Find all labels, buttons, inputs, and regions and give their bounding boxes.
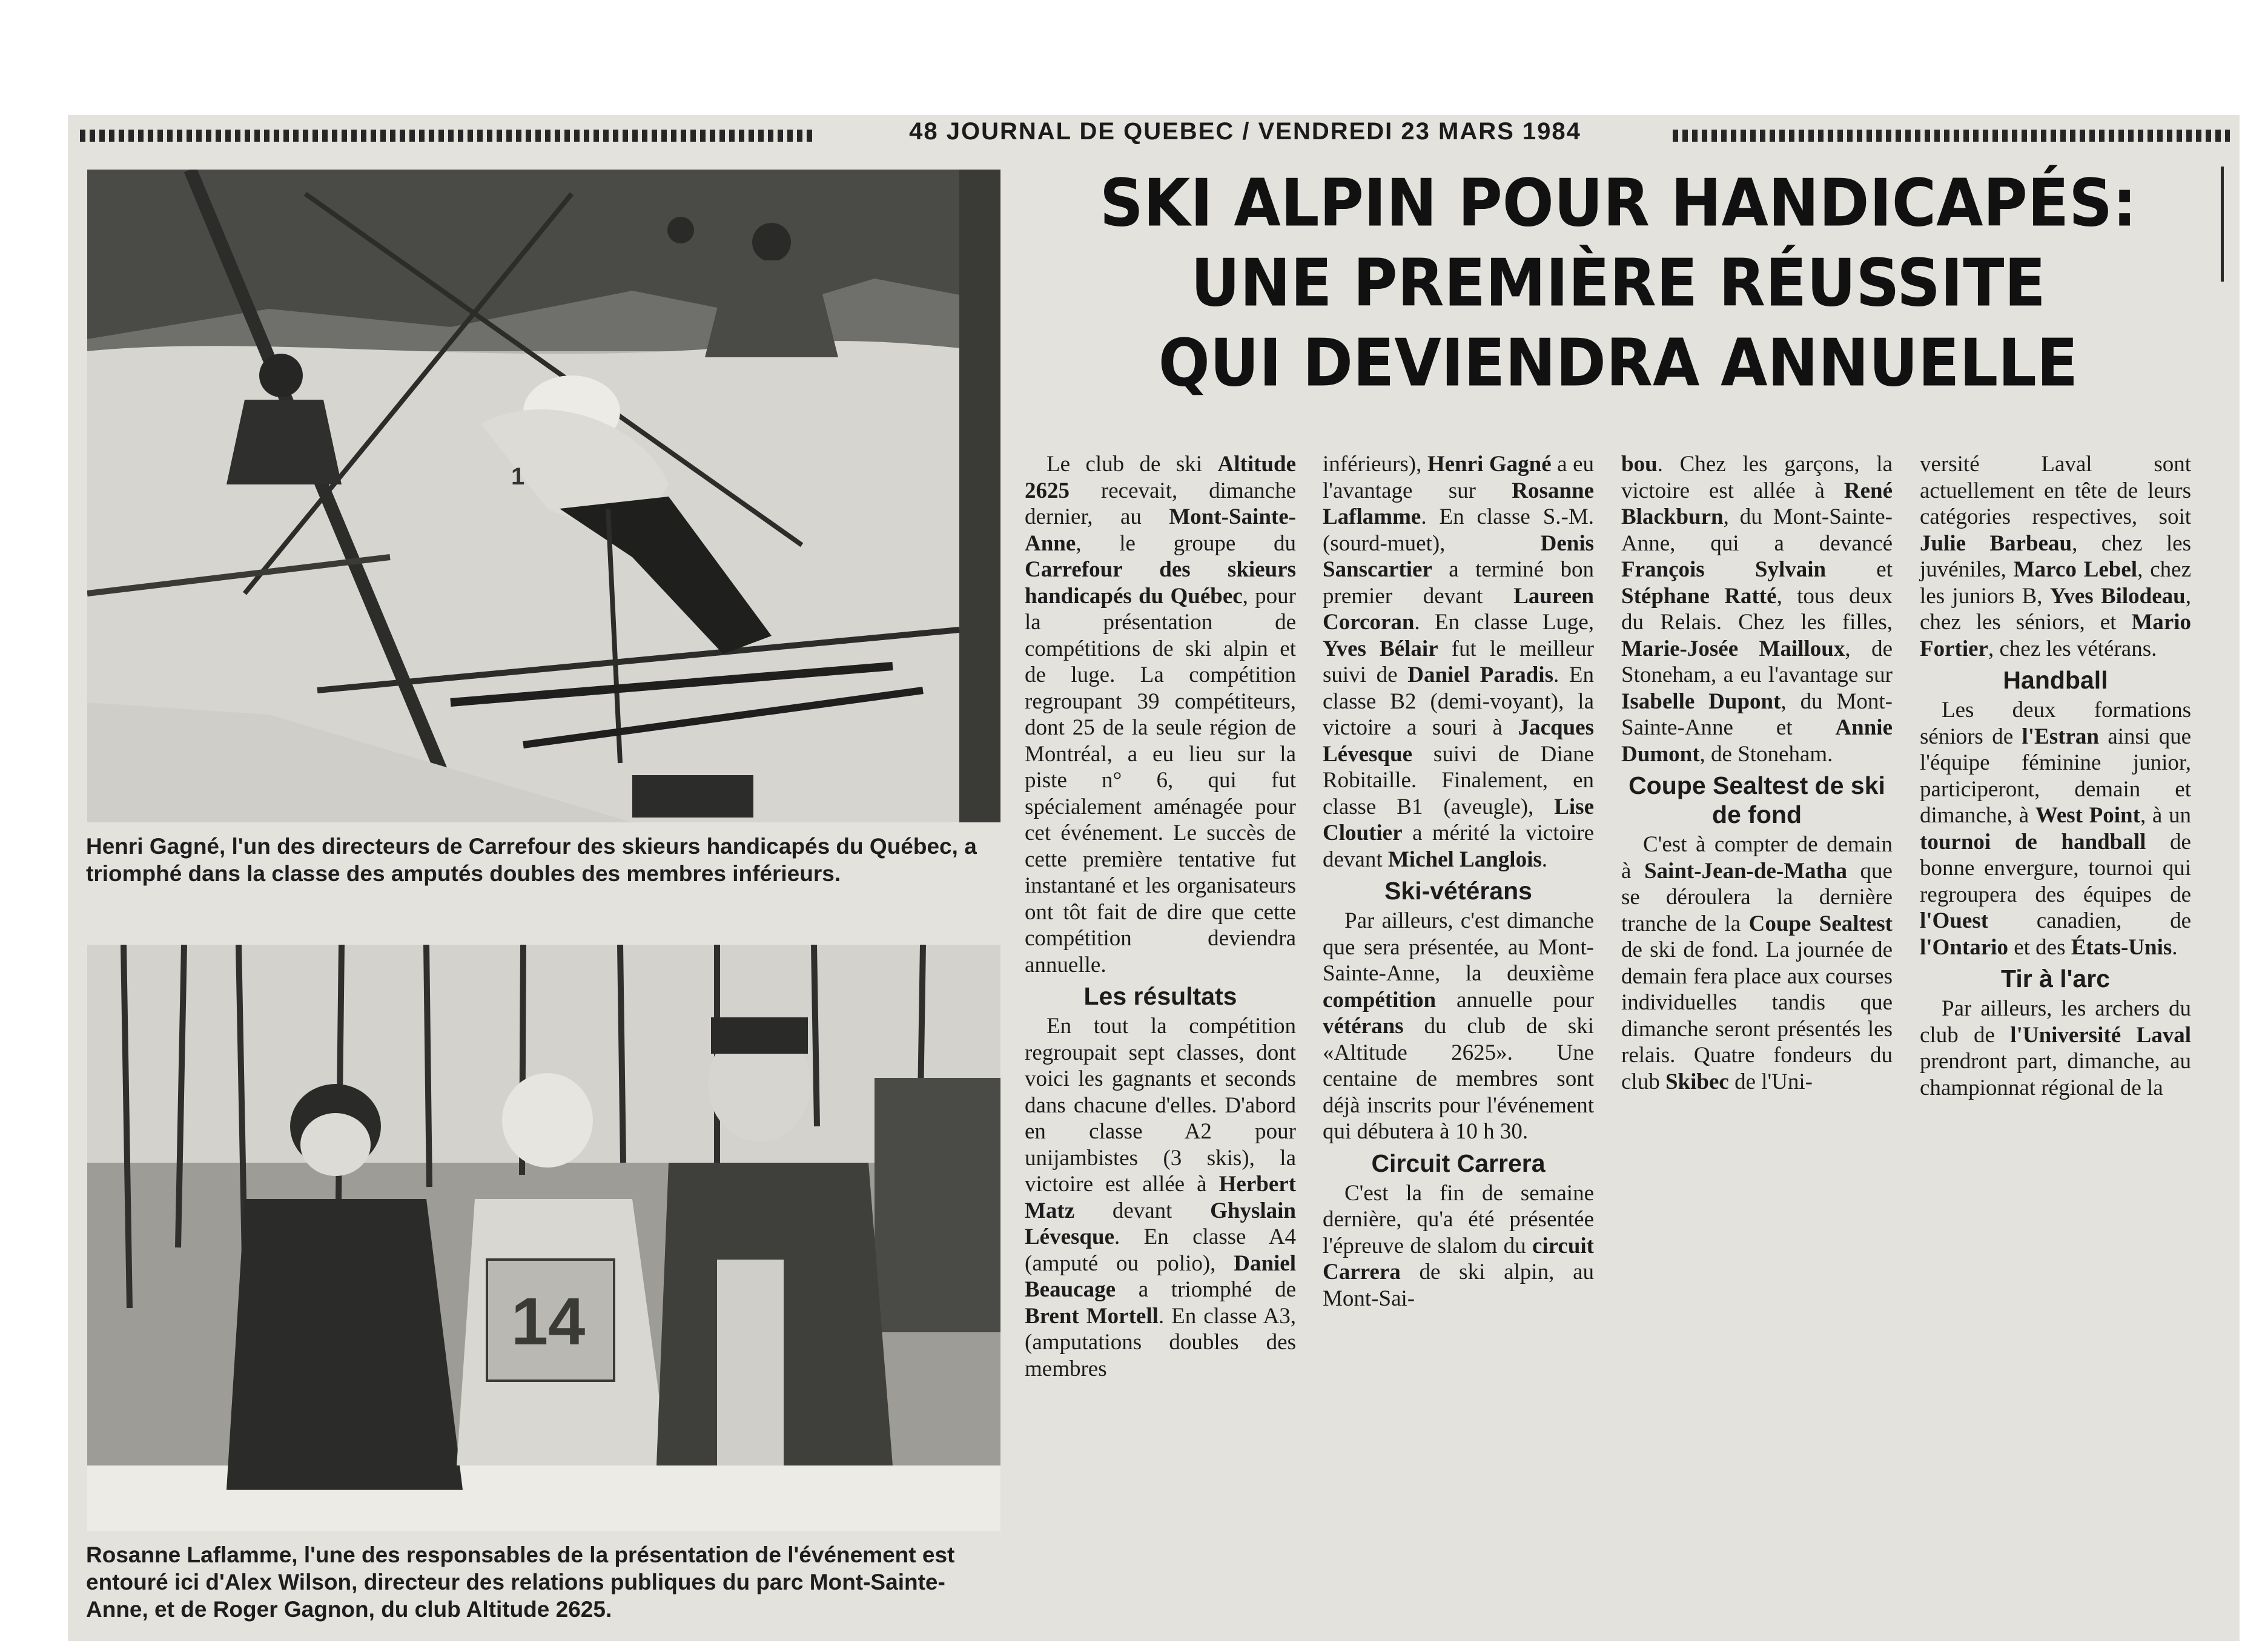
- bold-name: Marie-Josée Mailloux: [1621, 636, 1845, 661]
- paragraph: [1920, 451, 2191, 662]
- text-run: de ski alpin, au Mont-Sai-: [1323, 1260, 1594, 1311]
- text-run: , chez les séniors, et: [1920, 583, 2192, 635]
- bold-name: États-Unis: [2071, 934, 2172, 960]
- photo-group-image: [87, 945, 1000, 1531]
- paragraph: [1025, 1013, 1296, 1382]
- subheading-results: Les résultats: [1083, 982, 1237, 1010]
- text-run: , chez les juniors B,: [1920, 557, 2191, 609]
- text-run: a eu l'avantage sur: [1323, 452, 1595, 503]
- text-run: Par ailleurs, les archers du club de: [1920, 996, 2191, 1048]
- bold-name: Annie Dumont: [1621, 715, 1893, 767]
- text-run: et des: [2008, 934, 2071, 960]
- bold-name: Mario Fortier: [1920, 610, 2191, 661]
- paragraph: [1323, 908, 1594, 1145]
- bold-name: Rosanne Laflamme: [1323, 478, 1594, 529]
- text-run: et: [1826, 557, 1893, 582]
- text-run: de ski de fond. La journée de demain fera place aux courses individuelles tandis que dimanche seront présentés les relais. Quatre fondeurs du club: [1621, 937, 1893, 1094]
- text-run: , du Mont-Sainte-Anne, qui a devancé: [1621, 504, 1893, 556]
- text-run: canadien, de: [1988, 908, 2191, 933]
- paragraph: [1920, 996, 2191, 1101]
- subheading-handball: Handball: [2003, 666, 2108, 694]
- text-run: . Chez les garçons, la victoire est allée à: [1621, 452, 1893, 503]
- text-run: a mérité la victoire devant: [1323, 821, 1594, 872]
- bold-name: circuit Carrera: [1323, 1233, 1594, 1284]
- bold-name: Ghyslain Lévesque: [1025, 1198, 1296, 1249]
- masthead-dotted-rule-right: [1673, 130, 2230, 142]
- bold-name: Saint-Jean-de-Matha: [1644, 858, 1848, 884]
- text-run: . En classe A4 (amputé ou polio),: [1025, 1224, 1296, 1276]
- bold-name: Jacques Lévesque: [1323, 715, 1594, 767]
- text-run: inférieurs),: [1323, 452, 1427, 477]
- bold-name: Denis Sanscartier: [1323, 530, 1594, 582]
- text-run: .: [2172, 934, 2178, 960]
- bold-name: René Blackburn: [1621, 478, 1893, 529]
- text-run: , à un: [2140, 803, 2191, 828]
- bold-name: Coupe Sealtest: [1748, 911, 1893, 936]
- bold-name: Henri Gagné: [1427, 452, 1552, 477]
- text-run: .: [1541, 847, 1547, 872]
- subheading-circuit-carrera: Circuit Carrera: [1371, 1149, 1546, 1177]
- bold-name: Julie Barbeau: [1920, 530, 2072, 556]
- bold-name: Yves Bilodeau: [2049, 583, 2186, 609]
- paragraph: [1621, 831, 1893, 1095]
- bold-name: l'Ontario: [1920, 934, 2008, 960]
- bold-name: Mont-Sainte-Anne: [1025, 504, 1296, 556]
- bold-name: Brent Mortell: [1025, 1303, 1159, 1329]
- text-run: que se déroulera la dernière tranche de la: [1621, 858, 1893, 936]
- bold-name: Skibec: [1665, 1069, 1729, 1094]
- bold-name: Marco Lebel: [2013, 557, 2138, 582]
- text-run: C'est la fin de semaine dernière, qu'a été présentée l'épreuve de slalom du: [1323, 1180, 1594, 1258]
- bold-name: Lise Cloutier: [1323, 794, 1594, 845]
- text-run: prendront part, dimanche, au championnat régional de la: [1920, 1049, 2191, 1100]
- bold-name: Stéphane Ratté: [1621, 583, 1777, 609]
- bold-name: West Point: [2035, 803, 2140, 828]
- text-run: Le club de ski: [1047, 452, 1218, 477]
- photo-skier-caption: Henri Gagné, l'un des directeurs de Carrefour des skieurs handicapés du Québec, a triomphé dans la classe des amputés doubles des membres inférieurs.: [86, 834, 977, 886]
- text-run: de bonne envergure, tournoi qui regroupera des équipes de: [1920, 829, 2191, 907]
- photo-group-caption: Rosanne Laflamme, l'une des responsables de la présentation de l'événement est entouré ici d'Alex Wilson, directeur des relations publiques du parc Mont-Sainte-Anne, et de Roger Gagnon, du club Altitude 2625.: [86, 1542, 955, 1622]
- text-run: de l'Uni-: [1728, 1069, 1813, 1094]
- photo-skier-image: [87, 170, 1000, 822]
- text-run: , chez les vétérans.: [1988, 636, 2157, 661]
- text-run: , pour la présentation de compétitions de ski alpin et de luge. La compétition regroupant 39 compétiteurs, dont 25 de la seule région de Montréal, a eu lieu sur la piste n° 6, qui fut spécialement aménagée pour cet événement. Le succès de cette première tentative fut instantané et les organisateurs ont tôt fait de dire que cette compétition deviendra annuelle.: [1025, 583, 1296, 977]
- text-run: du club de ski «Altitude 2625». Une centaine de membres sont déjà inscrits pour l'événement qui débutera à 10 h 30.: [1323, 1014, 1594, 1144]
- text-run: a triomphé de: [1116, 1277, 1296, 1302]
- paragraph: [1323, 451, 1594, 873]
- newspaper-clipping: [68, 115, 2240, 1641]
- bold-name: Laureen Corcoran: [1323, 583, 1594, 635]
- paragraph: [1323, 1180, 1594, 1312]
- masthead: 48 JOURNAL DE QUEBEC / VENDREDI 23 MARS 1984: [909, 118, 1581, 145]
- bold-name: l'Ouest: [1920, 908, 1989, 933]
- text-run: . En classe A3, (amputations doubles des membres: [1025, 1303, 1297, 1381]
- text-run: fut le meilleur suivi de: [1323, 636, 1594, 687]
- article-column-3: [1621, 451, 1893, 1095]
- subheading-coupe-sealtest: Coupe Sealtest de ski de fond: [1628, 771, 1885, 828]
- skier-bib-number: 1: [511, 463, 525, 490]
- text-run: a terminé bon premier devant: [1323, 557, 1594, 609]
- group-bib-number: 14: [511, 1284, 586, 1359]
- bold-name: Daniel Paradis: [1407, 662, 1553, 687]
- text-run: Les deux formations séniors de: [1920, 698, 2191, 749]
- bold-name: l'Estran: [2022, 724, 2099, 749]
- bold-name: Yves Bélair: [1323, 636, 1438, 661]
- masthead-dotted-rule-left: [80, 130, 816, 142]
- article-column-4: [1920, 451, 2191, 1101]
- text-run: C'est à compter de demain à: [1621, 832, 1893, 884]
- text-run: Par ailleurs, c'est dimanche que sera présentée, au Mont-Sainte-Anne, la deuxième: [1323, 908, 1594, 986]
- bold-name: Isabelle Dupont: [1621, 689, 1781, 714]
- paragraph: [1025, 451, 1296, 978]
- bold-name: compétition: [1323, 987, 1437, 1013]
- bold-name: Carrefour des skieurs handicapés du Québec: [1025, 557, 1296, 609]
- paragraph: [1621, 451, 1893, 767]
- text-run: . En classe S.-M. (sourd-muet),: [1323, 504, 1594, 556]
- text-run: annuelle pour: [1436, 987, 1594, 1013]
- photo-skier: [87, 170, 1000, 822]
- text-run: recevait, dimanche dernier, au: [1025, 478, 1296, 529]
- text-run: , tous deux du Relais. Chez les filles,: [1621, 583, 1893, 635]
- bold-name: Herbert Matz: [1025, 1172, 1296, 1223]
- paragraph: [1920, 697, 2191, 960]
- text-run: . En classe Luge,: [1414, 610, 1594, 635]
- bold-name: l'Université Laval: [2010, 1022, 2191, 1048]
- text-run: , du Mont-Sainte-Anne et: [1621, 689, 1893, 740]
- subheading-tir-a-larc: Tir à l'arc: [2001, 965, 2110, 993]
- bold-name: vétérans: [1323, 1014, 1404, 1039]
- text-run: devant: [1074, 1198, 1211, 1223]
- article-column-1: [1025, 451, 1296, 1382]
- photo-group: [87, 945, 1000, 1531]
- text-run: suivi de Diane Robitaille. Finalement, en classe B1 (aveugle),: [1323, 741, 1594, 819]
- headline-line-3: QUI DEVIENDRA ANNUELLE: [1158, 325, 2078, 401]
- text-run: En tout la compétition regroupait sept classes, dont voici les gagnants et seconds dans chacune d'elles. D'abord en classe A2 pour unijambistes (3 skis), la victoire est allée à: [1025, 1014, 1296, 1197]
- text-run: ainsi que l'équipe féminine junior, participeront, demain et dimanche, à: [1920, 724, 2191, 828]
- article-column-2: [1323, 451, 1594, 1312]
- bold-name: Daniel Beaucage: [1025, 1251, 1296, 1302]
- text-run: , le groupe du: [1076, 530, 1296, 556]
- text-run: , de Stoneham.: [1699, 741, 1833, 767]
- bold-name: tournoi de handball: [1920, 829, 2146, 854]
- headline-side-rule: [2221, 167, 2224, 282]
- text-run: , de Stoneham, a eu l'avantage sur: [1621, 636, 1893, 687]
- subheading-ski-veterans: Ski-vétérans: [1384, 877, 1532, 905]
- headline-line-2: UNE PREMIÈRE RÉUSSITE: [1191, 245, 2046, 322]
- text-run: . En classe B2 (demi-voyant), la victoire a souri à: [1323, 662, 1594, 740]
- headline-line-1: SKI ALPIN POUR HANDICAPÉS:: [1099, 165, 2137, 242]
- bold-name: bou: [1621, 452, 1658, 477]
- bold-name: Michel Langlois: [1387, 847, 1542, 872]
- bold-name: Altitude 2625: [1025, 452, 1296, 503]
- bold-name: François Sylvain: [1621, 557, 1827, 582]
- text-run: , chez les juvéniles,: [1920, 530, 2191, 582]
- text-run: versité Laval sont actuellement en tête de leurs catégories respectives, soit: [1920, 452, 2191, 529]
